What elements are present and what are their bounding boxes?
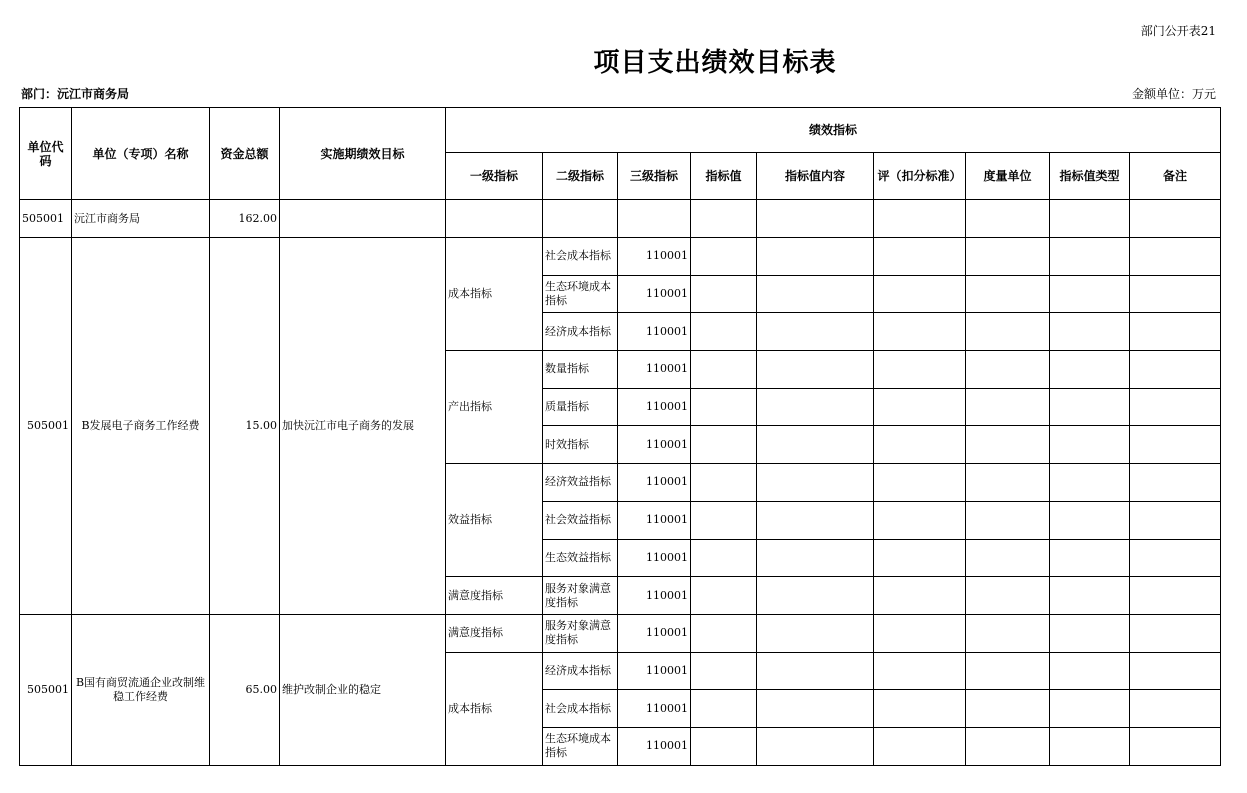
level3-indicator: 110001 [618,727,691,765]
project-goal: 加快沅江市电子商务的发展 [280,238,446,615]
header-value: 指标值 [691,153,757,200]
empty-cell [1130,351,1221,389]
project-code: 505001 [20,614,72,765]
empty-cell [691,727,757,765]
level2-indicator: 生态效益指标 [543,539,618,577]
empty-cell [691,464,757,502]
empty-cell [1050,275,1130,313]
empty-cell [757,238,874,276]
empty-cell [966,313,1050,351]
empty-cell [966,200,1050,238]
empty-cell [691,539,757,577]
empty-cell [874,577,966,615]
level2-indicator: 社会成本指标 [543,238,618,276]
empty-cell [874,426,966,464]
empty-cell [280,200,446,238]
empty-cell [446,200,543,238]
empty-cell [691,313,757,351]
empty-cell [1130,426,1221,464]
level2-indicator: 经济成本指标 [543,313,618,351]
level3-indicator: 110001 [618,464,691,502]
summary-name: 沅江市商务局 [72,200,210,238]
level2-indicator: 时效指标 [543,426,618,464]
project-goal: 维护改制企业的稳定 [280,614,446,765]
project-name: B发展电子商务工作经费 [72,238,210,615]
empty-cell [757,577,874,615]
empty-cell [757,652,874,690]
header-unit-name: 单位（专项）名称 [72,108,210,200]
empty-cell [757,501,874,539]
department-label: 部门：沅江市商务局 [21,87,130,101]
level1-indicator: 满意度指标 [446,577,543,615]
header-total-funds: 资金总额 [210,108,280,200]
level2-indicator: 质量指标 [543,388,618,426]
level2-indicator: 经济效益指标 [543,464,618,502]
empty-cell [757,690,874,728]
level3-indicator: 110001 [618,275,691,313]
empty-cell [691,238,757,276]
level3-indicator: 110001 [618,614,691,652]
empty-cell [1130,727,1221,765]
empty-cell [1050,539,1130,577]
project-name: B国有商贸流通企业改制维稳工作经费 [72,614,210,765]
empty-cell [966,652,1050,690]
empty-cell [874,238,966,276]
empty-cell [966,275,1050,313]
empty-cell [757,464,874,502]
header-level3: 三级指标 [618,153,691,200]
header-value-type: 指标值类型 [1050,153,1130,200]
header-goal: 实施期绩效目标 [280,108,446,200]
form-number: 部门公开表21 [1140,24,1216,38]
empty-cell [874,275,966,313]
empty-cell [1050,614,1130,652]
level2-indicator: 社会效益指标 [543,501,618,539]
empty-cell [874,351,966,389]
empty-cell [1130,577,1221,615]
header-value-content: 指标值内容 [757,153,874,200]
project-code: 505001 [20,238,72,615]
empty-cell [1130,238,1221,276]
summary-code: 505001 [20,200,72,238]
empty-cell [757,727,874,765]
empty-cell [1130,690,1221,728]
empty-cell [618,200,691,238]
level1-indicator: 效益指标 [446,464,543,577]
level2-indicator: 数量指标 [543,351,618,389]
empty-cell [966,464,1050,502]
level1-indicator: 成本指标 [446,238,543,351]
empty-cell [966,501,1050,539]
empty-cell [1050,577,1130,615]
level3-indicator: 110001 [618,313,691,351]
empty-cell [1050,690,1130,728]
project-amount: 65.00 [210,614,280,765]
empty-cell [691,200,757,238]
level3-indicator: 110001 [618,238,691,276]
header-measure-unit: 度量单位 [966,153,1050,200]
level2-indicator: 服务对象满意度指标 [543,577,618,615]
empty-cell [543,200,618,238]
empty-cell [691,388,757,426]
empty-cell [757,539,874,577]
level1-indicator: 成本指标 [446,652,543,765]
empty-cell [1130,539,1221,577]
empty-cell [966,426,1050,464]
level3-indicator: 110001 [618,577,691,615]
empty-cell [1130,614,1221,652]
header-scoring: 评（扣分标准） [874,153,966,200]
level3-indicator: 110001 [618,652,691,690]
level3-indicator: 110001 [618,388,691,426]
empty-cell [1130,652,1221,690]
level2-indicator: 服务对象满意度指标 [543,614,618,652]
empty-cell [1050,351,1130,389]
empty-cell [1050,313,1130,351]
project-amount: 15.00 [210,238,280,615]
empty-cell [1050,426,1130,464]
level3-indicator: 110001 [618,351,691,389]
empty-cell [966,690,1050,728]
indicator-row [20,238,1221,276]
empty-cell [1130,200,1221,238]
empty-cell [1130,313,1221,351]
level2-indicator: 经济成本指标 [543,652,618,690]
header-level2: 二级指标 [543,153,618,200]
empty-cell [691,614,757,652]
empty-cell [966,388,1050,426]
empty-cell [757,351,874,389]
empty-cell [874,539,966,577]
level3-indicator: 110001 [618,690,691,728]
performance-table [19,107,1221,766]
empty-cell [1130,388,1221,426]
empty-cell [691,690,757,728]
empty-cell [874,614,966,652]
level2-indicator: 生态环境成本指标 [543,275,618,313]
empty-cell [691,501,757,539]
empty-cell [966,614,1050,652]
header-unit-code: 单位代码 [20,108,72,200]
empty-cell [874,388,966,426]
indicator-row [20,614,1221,652]
page-title: 项目支出绩效目标表 [593,48,837,78]
amount-unit-label: 金额单位：万元 [1131,87,1216,101]
empty-cell [874,690,966,728]
summary-row [20,200,1221,238]
empty-cell [966,351,1050,389]
level3-indicator: 110001 [618,501,691,539]
empty-cell [691,652,757,690]
empty-cell [1130,275,1221,313]
empty-cell [966,727,1050,765]
level2-indicator: 生态环境成本指标 [543,727,618,765]
empty-cell [1130,501,1221,539]
empty-cell [874,652,966,690]
empty-cell [1050,501,1130,539]
header-remark: 备注 [1130,153,1221,200]
empty-cell [1050,727,1130,765]
summary-amount: 162.00 [210,200,280,238]
level3-indicator: 110001 [618,539,691,577]
empty-cell [757,388,874,426]
empty-cell [691,426,757,464]
empty-cell [757,200,874,238]
empty-cell [757,275,874,313]
empty-cell [874,200,966,238]
empty-cell [966,539,1050,577]
empty-cell [1050,652,1130,690]
empty-cell [757,313,874,351]
level2-indicator: 社会成本指标 [543,690,618,728]
empty-cell [966,577,1050,615]
empty-cell [1050,388,1130,426]
empty-cell [691,275,757,313]
empty-cell [757,426,874,464]
empty-cell [691,351,757,389]
empty-cell [966,238,1050,276]
header-level1: 一级指标 [446,153,543,200]
empty-cell [691,577,757,615]
empty-cell [874,313,966,351]
level3-indicator: 110001 [618,426,691,464]
empty-cell [874,464,966,502]
level1-indicator: 满意度指标 [446,614,543,652]
header-indicators: 绩效指标 [446,108,1221,153]
empty-cell [757,614,874,652]
empty-cell [1050,238,1130,276]
empty-cell [874,727,966,765]
empty-cell [1050,200,1130,238]
level1-indicator: 产出指标 [446,351,543,464]
empty-cell [1050,464,1130,502]
empty-cell [1130,464,1221,502]
empty-cell [874,501,966,539]
